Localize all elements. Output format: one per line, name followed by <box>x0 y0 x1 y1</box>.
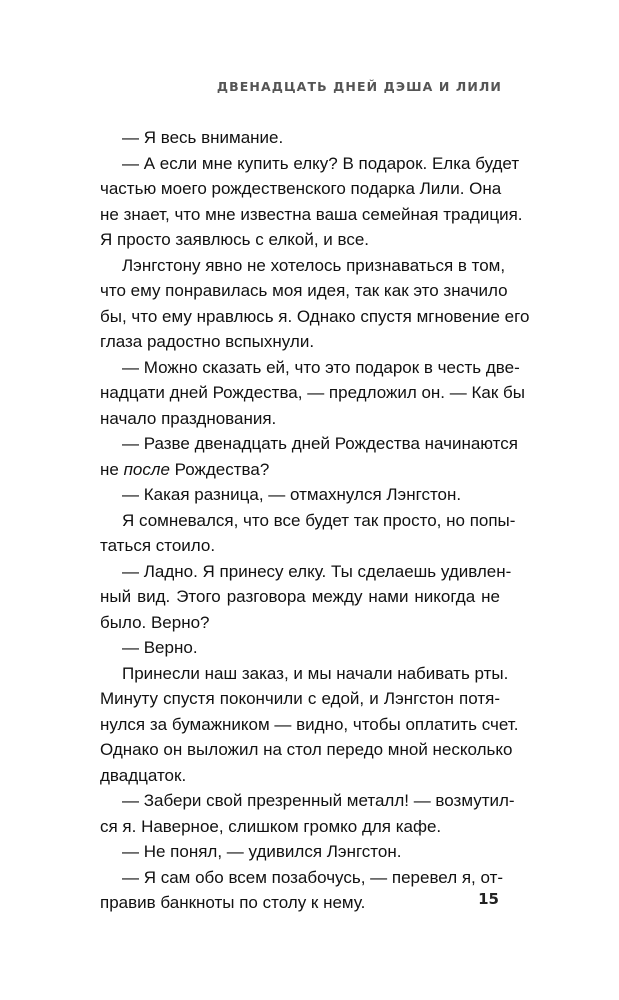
text-line: — Разве двенадцать дней Рождества начинаются <box>122 434 518 453</box>
text-line: не знает, что мне известна ваша семейная традиция. <box>100 204 523 224</box>
paragraph <box>100 482 500 508</box>
paragraph <box>100 559 512 636</box>
text-line: ся я. Наверное, слишком громко для кафе. <box>100 816 442 836</box>
text-line: Я сомневался, что все будет так просто, но попы- <box>122 510 516 530</box>
paragraph <box>100 788 515 839</box>
text-line: ный вид. Этого разговора между нами никогда не <box>100 587 500 606</box>
paragraph <box>100 839 500 865</box>
text-line: глаза радостно вспыхнули. <box>100 332 315 351</box>
text-line: — Можно сказать ей, что это подарок в честь две- <box>122 357 520 377</box>
text-line: — Какая разница, — отмахнулся Лэнгстон. <box>122 485 462 504</box>
text-line: нулся за бумажником — видно, чтобы оплатить счет. <box>100 714 519 734</box>
text-line: Однако он выложил на стол передо мной несколько <box>100 740 513 759</box>
paragraph <box>100 125 500 151</box>
text-line: Лэнгстону явно не хотелось признаваться в том, <box>122 255 506 275</box>
text-line: — Ладно. Я принесу елку. Ты сделаешь удивлен- <box>122 561 512 581</box>
text-segment: не <box>100 459 124 479</box>
text-line: таться стоило. <box>100 536 216 555</box>
text-line <box>100 457 500 483</box>
paragraph <box>100 431 518 482</box>
text-segment: Рождества? <box>169 459 270 479</box>
paragraph <box>100 151 523 253</box>
paragraph <box>100 253 530 355</box>
text-line: правив банкноты по столу к нему. <box>100 893 366 912</box>
text-line: Минуту спустя покончили с едой, и Лэнгстон потя- <box>100 689 500 708</box>
page-number: 15 <box>478 890 499 908</box>
paragraph <box>100 661 519 789</box>
text-line: Я просто заявлюсь с елкой, и все. <box>100 230 370 249</box>
paragraph <box>100 865 504 916</box>
text-line: — А если мне купить елку? В подарок. Елка будет <box>122 153 520 173</box>
text-line: частью моего рождественского подарка Лили. Она <box>100 179 502 198</box>
text-line: — Верно. <box>122 638 198 657</box>
paragraph <box>100 635 500 661</box>
text-line: Принесли наш заказ, и мы начали набивать рты. <box>122 663 509 683</box>
text-line: — Забери свой презренный металл! — возмутил- <box>122 791 515 810</box>
text-line: что ему понравилась моя идея, так как это значило <box>100 281 508 300</box>
paragraph <box>100 355 525 432</box>
text-line: надцати дней Рождества, — предложил он. — Как бы <box>100 383 525 402</box>
text-line: — Я весь внимание. <box>122 128 284 147</box>
text-line: двадцаток. <box>100 765 187 785</box>
paragraph <box>100 508 516 559</box>
text-line: начало празднования. <box>100 408 277 428</box>
text-line: — Не понял, — удивился Лэнгстон. <box>122 842 402 861</box>
italic-emphasis: после <box>123 459 170 479</box>
body-text <box>100 125 530 916</box>
running-title: ДВЕНАДЦАТЬ ДНЕЙ ДЭША И ЛИЛИ <box>216 79 502 94</box>
text-line: — Я сам обо всем позабочусь, — перевел я, от- <box>122 867 504 887</box>
text-line: было. Верно? <box>100 612 210 632</box>
text-line: бы, что ему нравлюсь я. Однако спустя мгновение его <box>100 306 530 326</box>
